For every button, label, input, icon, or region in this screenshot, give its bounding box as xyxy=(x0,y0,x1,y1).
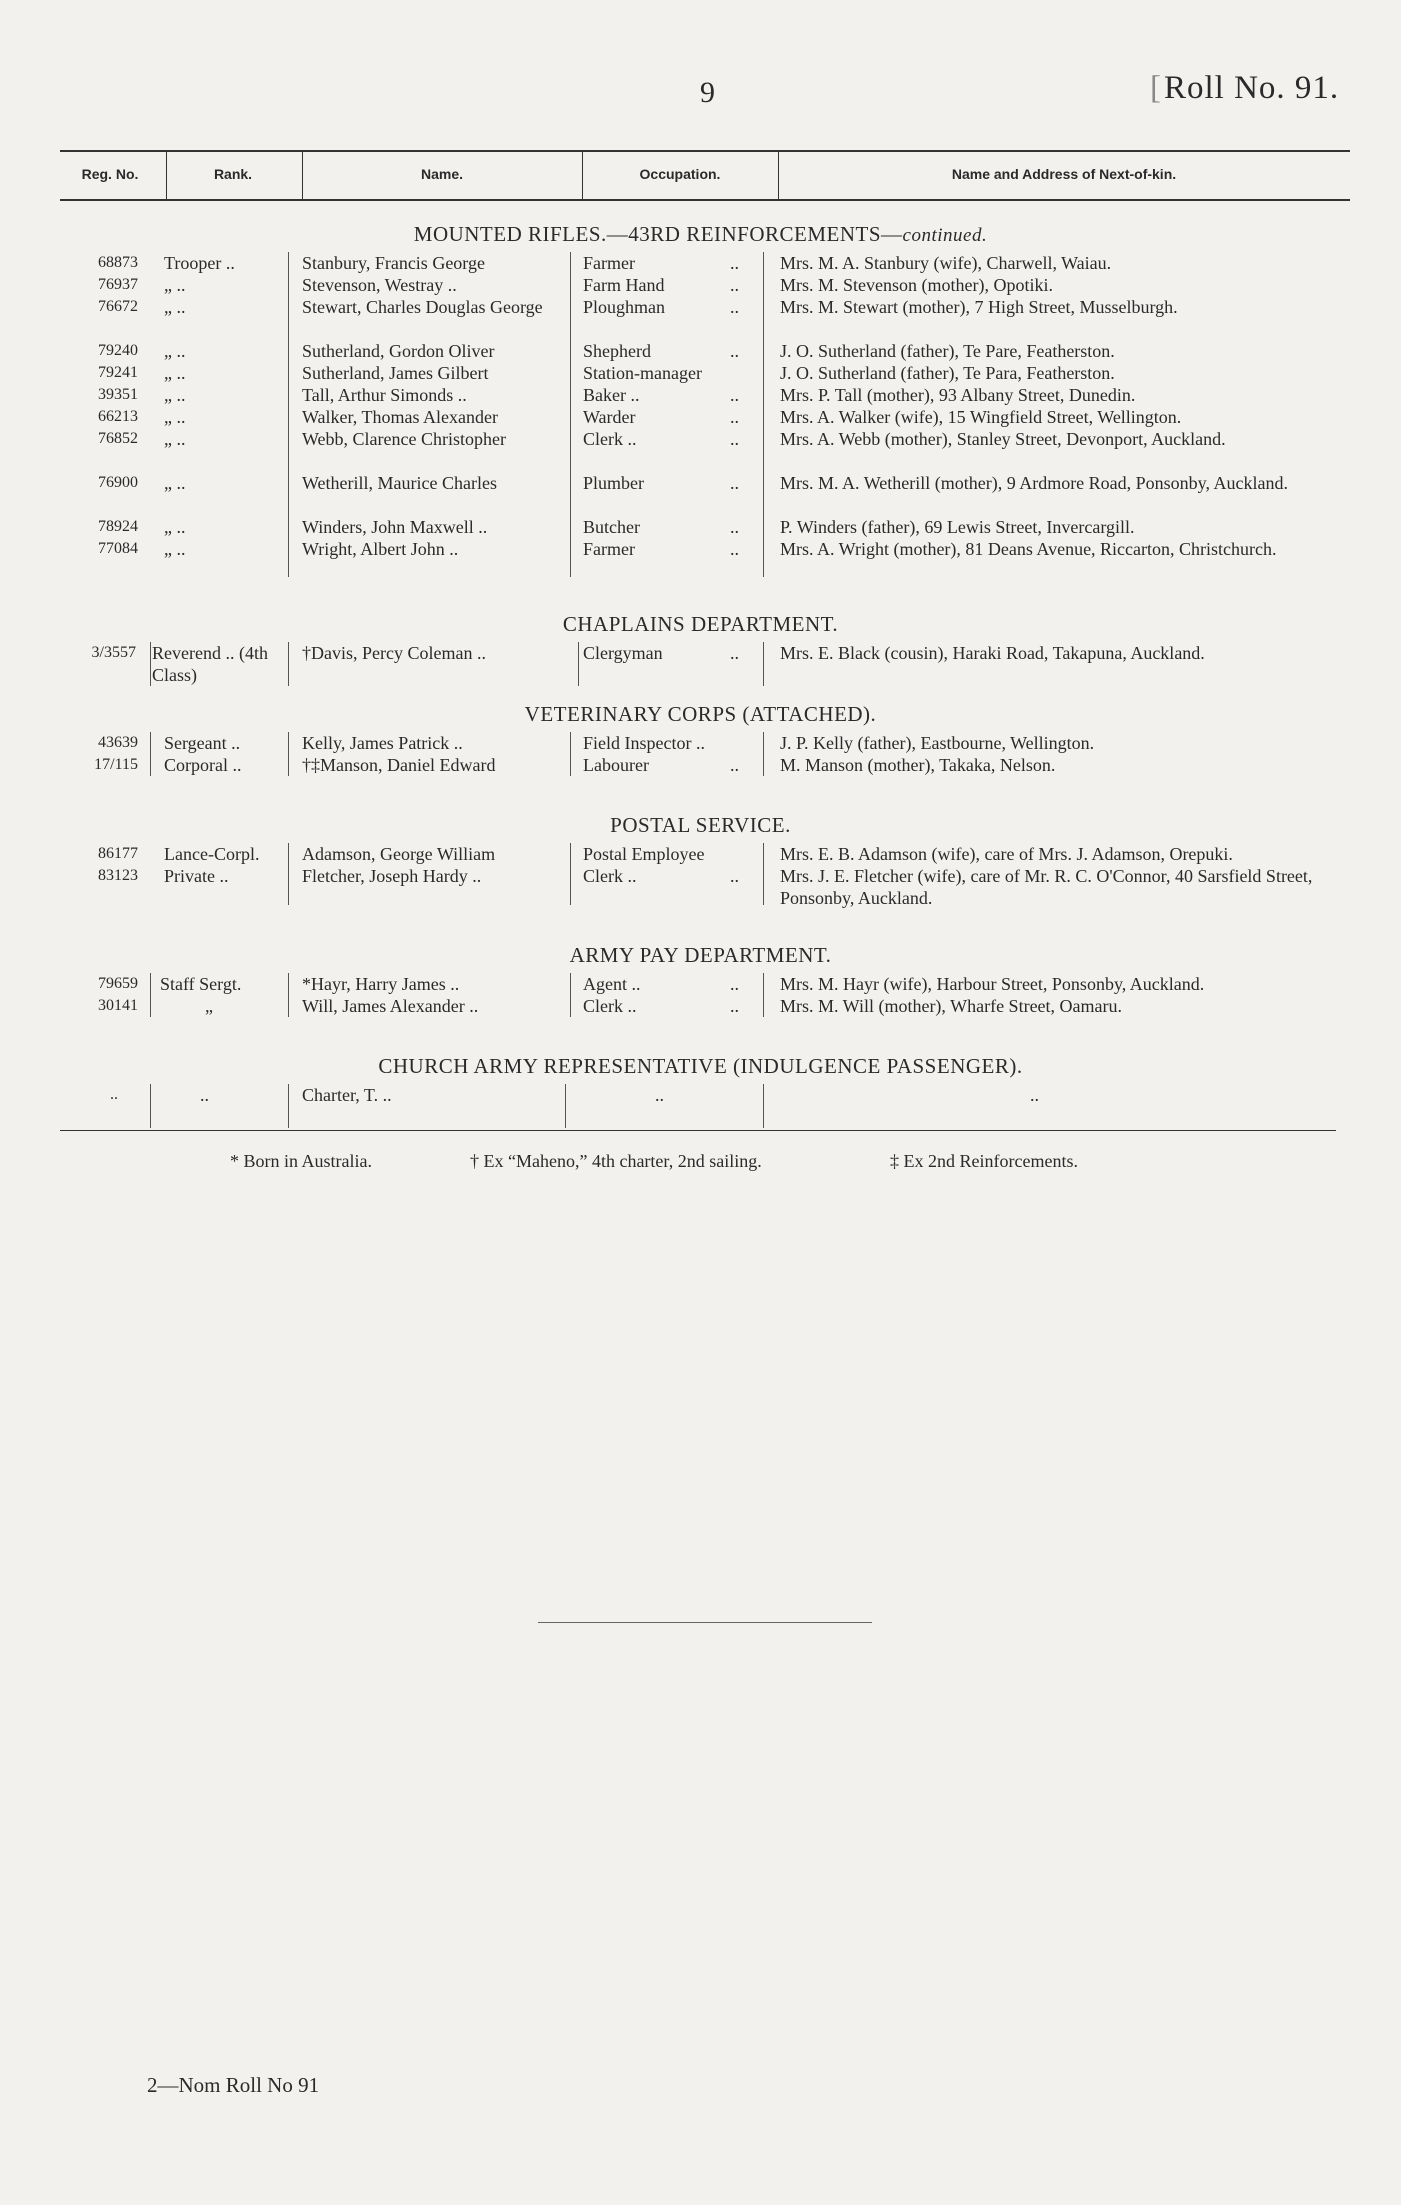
column-divider xyxy=(288,1084,289,1128)
soldier-name: Kelly, James Patrick .. xyxy=(302,733,463,753)
column-divider xyxy=(763,642,764,686)
occupation: Farmer xyxy=(583,539,635,559)
occupation: Plumber xyxy=(583,473,644,493)
soldier-name: †Davis, Percy Coleman .. xyxy=(302,643,486,663)
header-name: Name. xyxy=(420,166,464,182)
rank: „ .. xyxy=(164,429,186,449)
next-of-kin: Mrs. J. E. Fletcher (wife), care of Mr. R. C. O'Connor, 40 Sarsfield Street, Ponsonby, Auckland. xyxy=(780,866,1313,908)
next-of-kin: Mrs. M. A. Wetherill (mother), 9 Ardmore Road, Ponsonby, Auckland. xyxy=(780,473,1288,493)
next-of-kin: Mrs. A. Webb (mother), Stanley Street, Devonport, Auckland. xyxy=(780,429,1226,449)
section-title-text: MOUNTED RIFLES.—43RD REINFORCEMENTS— xyxy=(413,222,903,246)
reg-no: 76852 xyxy=(98,430,138,447)
soldier-name: Charter, T. .. xyxy=(302,1085,392,1105)
occupation: Baker .. xyxy=(583,385,640,405)
occupation-dots: .. xyxy=(730,473,739,493)
reg-no: 76672 xyxy=(98,298,138,315)
occupation: Farm Hand xyxy=(583,275,665,295)
occupation: Ploughman xyxy=(583,297,666,317)
column-divider xyxy=(763,1084,764,1128)
occupation-dots: .. xyxy=(730,275,739,295)
roll-label: [Roll No. 91. xyxy=(1150,70,1340,106)
next-of-kin: Mrs. E. Black (cousin), Haraki Road, Takapuna, Auckland. xyxy=(780,643,1205,663)
soldier-name: Webb, Clarence Christopher xyxy=(302,429,506,449)
section-title-chaplains: CHAPLAINS DEPARTMENT. xyxy=(562,612,839,636)
roll-label-text: Roll No. 91. xyxy=(1164,70,1340,106)
reg-no: 39351 xyxy=(98,386,138,403)
occupation-dots: .. xyxy=(730,539,739,559)
reg-no: 68873 xyxy=(98,254,138,271)
section-title-veterinary: VETERINARY CORPS (ATTACHED). xyxy=(524,702,877,726)
rank: „ xyxy=(205,996,213,1016)
rank: „ .. xyxy=(164,341,186,361)
reg-no: .. xyxy=(110,1086,118,1103)
soldier-name: Tall, Arthur Simonds .. xyxy=(302,385,467,405)
occupation: Farmer xyxy=(583,253,635,273)
soldier-name: Will, James Alexander .. xyxy=(302,996,479,1016)
rank: Sergeant .. xyxy=(164,733,241,753)
section-title-mounted-rifles xyxy=(0,222,1401,247)
occupation-dots: .. xyxy=(730,974,739,994)
rank: „ .. xyxy=(164,539,186,559)
reg-no: 79659 xyxy=(98,975,138,992)
occupation: Warder xyxy=(583,407,636,427)
next-of-kin: J. P. Kelly (father), Eastbourne, Wellington. xyxy=(780,733,1095,753)
section-title-church-army: CHURCH ARMY REPRESENTATIVE (INDULGENCE PASSENGER). xyxy=(378,1054,1023,1078)
header-rule-top xyxy=(60,150,1350,152)
rank: Trooper .. xyxy=(164,253,235,273)
rank: „ .. xyxy=(164,297,186,317)
soldier-name: Wright, Albert John .. xyxy=(302,539,459,559)
next-of-kin: P. Winders (father), 69 Lewis Street, Invercargill. xyxy=(780,517,1135,537)
occupation-dots: .. xyxy=(730,385,739,405)
next-of-kin: M. Manson (mother), Takaka, Nelson. xyxy=(780,755,1056,775)
rank: „ .. xyxy=(164,275,186,295)
reg-no: 79241 xyxy=(98,364,138,381)
occupation-dots: .. xyxy=(730,517,739,537)
rank: Staff Sergt. xyxy=(160,974,242,994)
column-divider xyxy=(570,843,571,905)
rank: Lance-Corpl. xyxy=(164,844,260,864)
column-divider xyxy=(570,973,571,1017)
column-divider xyxy=(150,732,151,776)
occupation: Agent .. xyxy=(583,974,641,994)
next-of-kin: Mrs. A. Wright (mother), 81 Deans Avenue, Riccarton, Christchurch. xyxy=(780,539,1277,559)
soldier-name: *Hayr, Harry James .. xyxy=(302,974,460,994)
column-divider xyxy=(578,642,579,686)
rank: Private .. xyxy=(164,866,229,886)
soldier-name: Stevenson, Westray .. xyxy=(302,275,457,295)
section-title-continued: continued. xyxy=(902,225,988,246)
reg-no: 30141 xyxy=(98,997,138,1014)
rank: „ .. xyxy=(164,473,186,493)
soldier-name: Winders, John Maxwell .. xyxy=(302,517,488,537)
occupation-dots: .. xyxy=(730,297,739,317)
soldier-name: Stewart, Charles Douglas George xyxy=(302,297,543,317)
header-kin: Name and Address of Next-of-kin. xyxy=(951,166,1177,182)
reg-no: 17/115 xyxy=(94,756,138,773)
footer-label: 2—Nom Roll No 91 xyxy=(147,2073,320,2097)
occupation: Clerk .. xyxy=(583,429,637,449)
page-number: 9 xyxy=(700,76,715,109)
column-divider xyxy=(288,252,289,577)
header-rule-bottom xyxy=(60,199,1350,201)
reg-no: 78924 xyxy=(98,518,138,535)
soldier-name: †‡Manson, Daniel Edward xyxy=(302,755,496,775)
column-divider xyxy=(763,843,764,905)
occupation: Labourer xyxy=(583,755,649,775)
footnote-second-reinforcements: ‡ Ex 2nd Reinforcements. xyxy=(890,1151,1078,1171)
separator-rule xyxy=(538,1622,872,1623)
occupation: Butcher xyxy=(583,517,640,537)
occupation: Shepherd xyxy=(583,341,651,361)
column-divider xyxy=(763,252,764,577)
header-rank: Rank. xyxy=(213,166,253,182)
next-of-kin: Mrs. P. Tall (mother), 93 Albany Street, Dunedin. xyxy=(780,385,1136,405)
column-divider xyxy=(150,642,151,686)
section-title-postal: POSTAL SERVICE. xyxy=(610,813,791,837)
reg-no: 76900 xyxy=(98,474,138,491)
reg-no: 83123 xyxy=(98,867,138,884)
soldier-name: Sutherland, James Gilbert xyxy=(302,363,489,383)
column-divider xyxy=(150,973,151,1017)
header-reg: Reg. No. xyxy=(81,166,139,182)
column-divider xyxy=(763,732,764,776)
occupation-dots: .. xyxy=(730,755,739,775)
next-of-kin: .. xyxy=(1030,1085,1039,1105)
soldier-name: Adamson, George William xyxy=(302,844,496,864)
rank: „ .. xyxy=(164,407,186,427)
next-of-kin: Mrs. A. Walker (wife), 15 Wingfield Street, Wellington. xyxy=(780,407,1182,427)
occupation-dots: .. xyxy=(730,341,739,361)
occupation-dots: .. xyxy=(730,996,739,1016)
column-divider xyxy=(288,973,289,1017)
reg-no: 77084 xyxy=(98,540,138,557)
occupation: Station-manager xyxy=(583,363,702,383)
column-divider xyxy=(570,252,571,577)
next-of-kin: Mrs. M. Hayr (wife), Harbour Street, Ponsonby, Auckland. xyxy=(780,974,1205,994)
occupation: .. xyxy=(655,1085,664,1105)
header-occupation: Occupation. xyxy=(639,166,721,182)
occupation-dots: .. xyxy=(730,407,739,427)
column-divider xyxy=(288,732,289,776)
section-title-army-pay: ARMY PAY DEPARTMENT. xyxy=(569,943,832,967)
next-of-kin: J. O. Sutherland (father), Te Pare, Featherston. xyxy=(780,341,1115,361)
occupation: Clergyman xyxy=(583,643,663,663)
occupation-dots: .. xyxy=(730,253,739,273)
reg-no: 76937 xyxy=(98,276,138,293)
occupation: Clerk .. xyxy=(583,866,637,886)
table-bottom-rule xyxy=(60,1130,1336,1131)
column-divider xyxy=(288,642,289,686)
next-of-kin: Mrs. M. Stevenson (mother), Opotiki. xyxy=(780,275,1053,295)
column-divider xyxy=(150,1084,151,1128)
soldier-name: Fletcher, Joseph Hardy .. xyxy=(302,866,482,886)
footnote-born-australia: * Born in Australia. xyxy=(230,1151,372,1171)
reg-no: 66213 xyxy=(98,408,138,425)
footnote-maheno: † Ex “Maheno,” 4th charter, 2nd sailing. xyxy=(470,1151,762,1171)
occupation-dots: .. xyxy=(730,866,739,886)
soldier-name: Sutherland, Gordon Oliver xyxy=(302,341,495,361)
rank: „ .. xyxy=(164,517,186,537)
column-divider xyxy=(763,973,764,1017)
reg-no: 3/3557 xyxy=(91,644,136,661)
reg-no: 86177 xyxy=(98,845,138,862)
column-divider xyxy=(570,732,571,776)
reg-no: 79240 xyxy=(98,342,138,359)
next-of-kin: J. O. Sutherland (father), Te Para, Featherston. xyxy=(780,363,1115,383)
reg-no: 43639 xyxy=(98,734,138,751)
soldier-name: Wetherill, Maurice Charles xyxy=(302,473,497,493)
rank: .. xyxy=(200,1085,209,1105)
next-of-kin: Mrs. E. B. Adamson (wife), care of Mrs. J. Adamson, Orepuki. xyxy=(780,844,1233,864)
occupation-dots: .. xyxy=(730,643,739,663)
soldier-name: Walker, Thomas Alexander xyxy=(302,407,498,427)
column-divider xyxy=(288,843,289,905)
occupation: Postal Employee xyxy=(583,844,705,864)
column-divider xyxy=(565,1084,566,1128)
next-of-kin: Mrs. M. Stewart (mother), 7 High Street, Musselburgh. xyxy=(780,297,1178,317)
next-of-kin: Mrs. M. Will (mother), Wharfe Street, Oamaru. xyxy=(780,996,1123,1016)
rank: „ .. xyxy=(164,363,186,383)
rank: „ .. xyxy=(164,385,186,405)
soldier-name: Stanbury, Francis George xyxy=(302,253,485,273)
rank: Corporal .. xyxy=(164,755,242,775)
rank: Reverend .. (4th Class) xyxy=(152,643,268,685)
occupation: Field Inspector .. xyxy=(583,733,705,753)
occupation: Clerk .. xyxy=(583,996,637,1016)
occupation-dots: .. xyxy=(730,429,739,449)
next-of-kin: Mrs. M. A. Stanbury (wife), Charwell, Waiau. xyxy=(780,253,1112,273)
